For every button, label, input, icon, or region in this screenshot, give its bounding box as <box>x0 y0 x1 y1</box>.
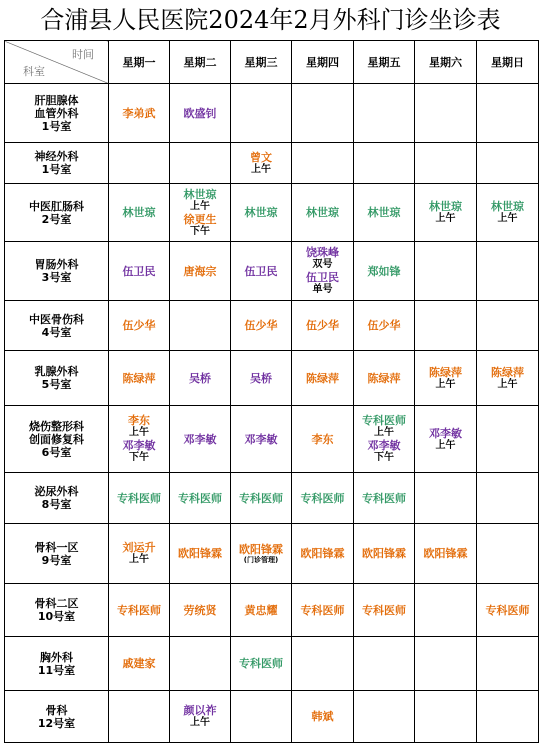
schedule-cell <box>292 143 354 184</box>
schedule-cell <box>354 584 415 637</box>
session-note: 上午 <box>129 427 149 438</box>
dept-line: 胸外科 <box>40 650 73 664</box>
doctor-name: 唐海宗 <box>183 264 217 278</box>
day-header-mon: 星期一 <box>109 41 170 84</box>
schedule-cell <box>292 473 354 524</box>
schedule-cell <box>231 473 292 524</box>
schedule-table <box>4 40 539 743</box>
doctor-name: 徐更生 <box>183 212 217 226</box>
schedule-cell <box>109 584 170 637</box>
session-note: 单号 <box>312 284 333 295</box>
session-note: 双号 <box>312 259 333 270</box>
corner-header-cell <box>5 41 109 84</box>
doctor-name: 伍少华 <box>367 319 401 332</box>
doctor-name: 林世琼 <box>183 187 217 201</box>
schedule-row <box>5 351 539 406</box>
doctor-name: 伍少华 <box>122 319 156 332</box>
dept-cell <box>5 406 109 473</box>
day-header-wed: 星期三 <box>231 41 292 84</box>
schedule-cell <box>109 143 170 184</box>
doctor-name: 吴桥 <box>250 371 272 385</box>
dept-line: 骨科 <box>45 703 68 717</box>
schedule-cell <box>354 143 415 184</box>
schedule-cell <box>292 584 354 637</box>
schedule-cell <box>292 184 354 242</box>
doctor-name: 劳统贤 <box>183 603 217 617</box>
doctor-name: 专科医师 <box>117 603 161 617</box>
schedule-cell <box>354 301 415 351</box>
schedule-cell <box>477 691 539 743</box>
doctor-name: 李东 <box>128 414 150 427</box>
schedule-cell <box>477 84 539 143</box>
doctor-name: 邓李敏 <box>429 426 462 440</box>
schedule-cell <box>231 184 292 242</box>
doctor-name: 李东 <box>311 432 334 446</box>
dept-line: 6号室 <box>41 445 72 459</box>
day-header-thu: 星期四 <box>292 41 354 84</box>
schedule-cell <box>231 242 292 301</box>
dept-line: 8号室 <box>41 498 72 511</box>
doctor-name: 欧盛钊 <box>183 106 217 120</box>
doctor-name: 韩斌 <box>311 710 334 723</box>
schedule-cell <box>170 524 231 584</box>
doctor-name: 戚建家 <box>122 657 156 670</box>
doctor-name: 郑如锋 <box>367 264 401 278</box>
doctor-name: 刘运升 <box>122 541 156 554</box>
schedule-cell <box>170 691 231 743</box>
schedule-cell <box>354 524 415 584</box>
doctor-name: 欧阳锋霖 <box>423 547 468 560</box>
doctor-name: 颜以祚 <box>183 704 217 717</box>
schedule-cell <box>231 406 292 473</box>
doctor-name: 欧阳锋霖 <box>178 547 222 560</box>
dept-line: 1号室 <box>41 119 72 133</box>
schedule-cell <box>292 691 354 743</box>
dept-line: 4号室 <box>41 325 72 339</box>
schedule-cell <box>415 143 477 184</box>
schedule-cell <box>415 301 477 351</box>
schedule-cell <box>292 301 354 351</box>
day-header-fri: 星期五 <box>354 41 415 84</box>
dept-line: 创面修复科 <box>29 432 84 446</box>
schedule-cell <box>415 406 477 473</box>
dept-line: 2号室 <box>41 212 72 226</box>
dept-line: 1号室 <box>41 163 72 176</box>
schedule-cell <box>292 524 354 584</box>
doctor-name: 专科医师 <box>362 414 406 427</box>
session-note: 下午 <box>374 452 394 463</box>
schedule-cell <box>231 84 292 143</box>
doctor-name: 邓李敏 <box>367 439 401 452</box>
schedule-cell <box>170 473 231 524</box>
dept-cell <box>5 84 109 143</box>
schedule-cell <box>109 406 170 473</box>
schedule-row <box>5 473 539 524</box>
schedule-cell <box>477 524 539 584</box>
dept-line: 神经外科 <box>34 150 79 163</box>
schedule-row <box>5 143 539 184</box>
session-note: 上午 <box>435 378 456 390</box>
schedule-cell <box>231 691 292 743</box>
doctor-name: 邓李敏 <box>122 439 156 452</box>
dept-cell <box>5 524 109 584</box>
session-note: 上午 <box>374 427 394 438</box>
schedule-cell <box>292 84 354 143</box>
doctor-name: 林世琼 <box>367 206 401 219</box>
schedule-cell <box>109 637 170 691</box>
schedule-cell <box>170 406 231 473</box>
doctor-name: 欧阳锋霖 <box>362 547 406 560</box>
doctor-name: 伍少华 <box>244 319 278 332</box>
dept-line: 乳腺外科 <box>34 365 79 378</box>
schedule-cell <box>477 351 539 406</box>
session-note: 上午 <box>497 213 518 224</box>
schedule-cell <box>477 242 539 301</box>
dept-cell <box>5 242 109 301</box>
time-label: 时间 <box>72 48 94 61</box>
session-note: (门诊管理) <box>243 555 279 564</box>
dept-cell <box>5 143 109 184</box>
dept-line: 10号室 <box>37 610 76 623</box>
schedule-cell <box>170 351 231 406</box>
dept-cell <box>5 351 109 406</box>
session-note: 上午 <box>190 717 210 728</box>
doctor-name: 黄忠耀 <box>244 603 278 617</box>
dept-line: 血管外科 <box>34 106 79 120</box>
doctor-name: 欧阳锋霖 <box>239 542 283 556</box>
schedule-cell <box>354 473 415 524</box>
doctor-name: 林世琼 <box>429 200 462 213</box>
schedule-cell <box>231 637 292 691</box>
doctor-name: 陈绿萍 <box>367 371 401 385</box>
header-row <box>5 41 539 84</box>
schedule-cell <box>109 301 170 351</box>
dept-cell <box>5 637 109 691</box>
schedule-cell <box>477 301 539 351</box>
dept-line: 中医骨伤科 <box>29 312 84 326</box>
schedule-cell <box>292 637 354 691</box>
dept-line: 3号室 <box>41 271 72 284</box>
dept-line: 12号室 <box>37 716 76 730</box>
doctor-name: 伍卫民 <box>122 264 156 278</box>
doctor-name: 专科医师 <box>485 603 530 617</box>
schedule-cell <box>231 351 292 406</box>
schedule-row <box>5 584 539 637</box>
schedule-cell <box>231 301 292 351</box>
schedule-cell <box>415 351 477 406</box>
schedule-cell <box>231 524 292 584</box>
schedule-cell <box>354 242 415 301</box>
schedule-row <box>5 637 539 691</box>
doctor-name: 专科医师 <box>300 491 345 505</box>
schedule-cell <box>109 524 170 584</box>
schedule-cell <box>415 691 477 743</box>
doctor-name: 吴桥 <box>189 371 211 385</box>
doctor-name: 陈绿萍 <box>122 371 156 385</box>
dept-label: 科室 <box>23 65 45 78</box>
schedule-cell <box>415 524 477 584</box>
schedule-cell <box>170 242 231 301</box>
doctor-name: 邓李敏 <box>183 432 217 446</box>
dept-cell <box>5 584 109 637</box>
dept-line: 胃肠外科 <box>34 258 79 271</box>
schedule-cell <box>109 691 170 743</box>
schedule-cell <box>477 143 539 184</box>
schedule-row <box>5 301 539 351</box>
doctor-name: 林世琼 <box>491 200 524 213</box>
doctor-name: 陈绿萍 <box>429 365 462 379</box>
doctor-name: 伍少华 <box>306 319 339 332</box>
schedule-cell <box>170 584 231 637</box>
schedule-cell <box>354 184 415 242</box>
schedule-cell <box>170 184 231 242</box>
doctor-name: 林世琼 <box>244 206 278 219</box>
schedule-cell <box>292 242 354 301</box>
doctor-name: 伍卫民 <box>306 271 339 284</box>
page-title: 合浦县人民医院2024年2月外科门诊坐诊表 <box>40 6 501 34</box>
schedule-cell <box>231 584 292 637</box>
doctor-name: 饶珠峰 <box>306 246 339 259</box>
schedule-row <box>5 84 539 143</box>
dept-line: 中医肛肠科 <box>29 199 84 213</box>
dept-line: 骨科二区 <box>34 597 79 610</box>
schedule-cell <box>415 184 477 242</box>
dept-cell <box>5 301 109 351</box>
doctor-name: 专科医师 <box>362 491 406 505</box>
doctor-name: 专科医师 <box>239 491 283 505</box>
doctor-name: 专科医师 <box>362 603 406 617</box>
doctor-name: 邓李敏 <box>244 432 278 446</box>
schedule-cell <box>477 637 539 691</box>
schedule-cell <box>415 473 477 524</box>
doctor-name: 李弟武 <box>122 106 156 120</box>
doctor-name: 专科医师 <box>239 657 283 670</box>
schedule-cell <box>477 473 539 524</box>
doctor-name: 陈绿萍 <box>306 371 339 385</box>
schedule-cell <box>415 84 477 143</box>
dept-line: 泌尿外科 <box>34 485 79 498</box>
schedule-row <box>5 524 539 584</box>
session-note: 上午 <box>251 163 271 175</box>
schedule-cell <box>109 351 170 406</box>
dept-line: 11号室 <box>37 663 76 677</box>
doctor-name: 曾文 <box>250 150 272 164</box>
schedule-cell <box>109 184 170 242</box>
session-note: 上午 <box>435 439 456 451</box>
dept-line: 烧伤整形科 <box>29 419 84 433</box>
schedule-cell <box>415 242 477 301</box>
schedule-cell <box>170 301 231 351</box>
schedule-cell <box>354 84 415 143</box>
dept-line: 骨科一区 <box>34 540 79 554</box>
schedule-cell <box>109 84 170 143</box>
dept-cell <box>5 184 109 242</box>
schedule-cell <box>477 406 539 473</box>
session-note: 上午 <box>129 554 149 565</box>
day-header-tue: 星期二 <box>170 41 231 84</box>
schedule-row <box>5 406 539 473</box>
schedule-cell <box>354 406 415 473</box>
dept-cell <box>5 473 109 524</box>
session-note: 下午 <box>129 452 149 463</box>
dept-line: 肝胆腺体 <box>34 93 79 107</box>
dept-line: 5号室 <box>41 378 72 391</box>
schedule-row <box>5 691 539 743</box>
schedule-cell <box>170 637 231 691</box>
doctor-name: 专科医师 <box>300 603 345 617</box>
schedule-row <box>5 184 539 242</box>
doctor-name: 专科医师 <box>178 491 222 505</box>
schedule-cell <box>109 473 170 524</box>
doctor-name: 专科医师 <box>117 491 161 505</box>
day-header-sat: 星期六 <box>415 41 477 84</box>
schedule-cell <box>415 637 477 691</box>
schedule-cell <box>354 637 415 691</box>
schedule-cell <box>477 584 539 637</box>
schedule-cell <box>477 184 539 242</box>
doctor-name: 林世琼 <box>122 206 156 219</box>
schedule-cell <box>415 584 477 637</box>
doctor-name: 林世琼 <box>306 206 339 219</box>
doctor-name: 欧阳锋霖 <box>300 547 345 560</box>
session-note: 上午 <box>435 213 456 224</box>
session-note: 上午 <box>190 200 210 212</box>
session-note: 上午 <box>497 378 518 390</box>
schedule-cell <box>170 84 231 143</box>
schedule-cell <box>109 242 170 301</box>
schedule-cell <box>354 691 415 743</box>
schedule-cell <box>354 351 415 406</box>
dept-cell <box>5 691 109 743</box>
schedule-row <box>5 242 539 301</box>
schedule-cell <box>292 351 354 406</box>
doctor-name: 陈绿萍 <box>491 365 524 379</box>
schedule-cell <box>292 406 354 473</box>
schedule-cell <box>170 143 231 184</box>
day-header-sun: 星期日 <box>477 41 539 84</box>
session-note: 下午 <box>190 225 210 237</box>
dept-line: 9号室 <box>41 553 72 567</box>
doctor-name: 伍卫民 <box>244 264 278 278</box>
schedule-cell <box>231 143 292 184</box>
